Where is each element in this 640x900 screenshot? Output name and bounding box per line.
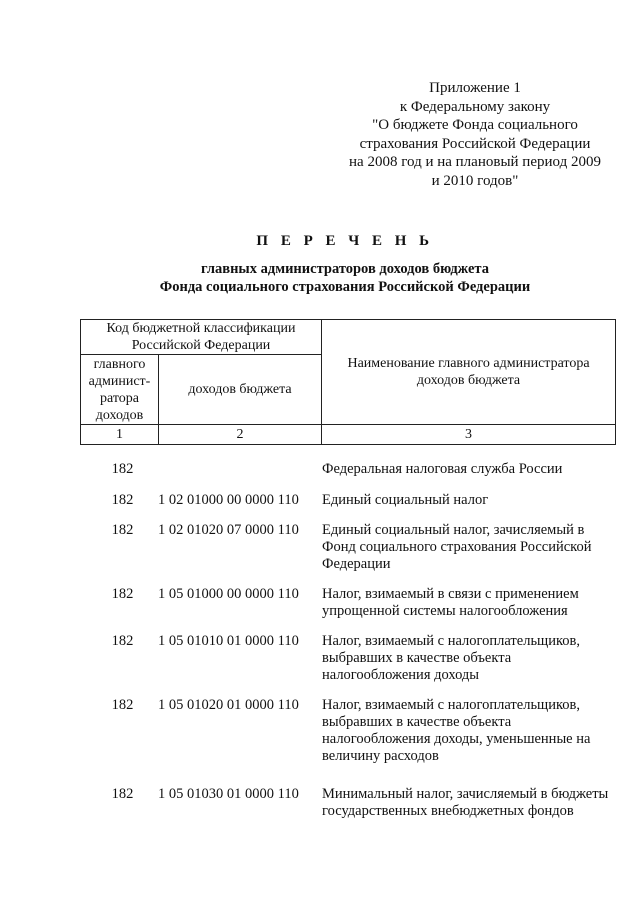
document-subtitle bbox=[0, 260, 640, 296]
subtitle-line-1: главных администраторов доходов бюджета bbox=[201, 261, 489, 277]
administrator-name: Налог, взимаемый с налогоплательщиков, выбравших в качестве объекта налогообложения доходы bbox=[322, 633, 581, 683]
admin-code: 182 bbox=[111, 492, 134, 508]
subtitle-line-2: Фонда социального страхования Российской Федерации bbox=[159, 279, 531, 295]
admin-code: 182 bbox=[111, 786, 134, 802]
administrator-name: Минимальный налог, зачисляемый в бюджеты государственных внебюджетных фондов bbox=[322, 786, 609, 819]
administrator-name: Федеральная налоговая служба России bbox=[322, 461, 563, 477]
header-group-code: Код бюджетной классификации Российской Федерации bbox=[81, 320, 322, 355]
administrator-name: Налог, взимаемый с налогоплательщиков, выбравших в качестве объекта налогообложения доходы, уменьшенные на величину расходов bbox=[322, 697, 591, 764]
income-code: 1 05 01010 01 0000 110 bbox=[158, 633, 299, 649]
appendix-heading bbox=[330, 79, 620, 190]
income-code: 1 05 01000 00 0000 110 bbox=[158, 586, 299, 602]
admin-code: 182 bbox=[111, 633, 134, 649]
administrator-name: Единый социальный налог, зачисляемый в Фонд социального страхования Российской Федерации bbox=[322, 522, 592, 572]
administrator-name: Налог, взимаемый в связи с применением упрощенной системы налогообложения bbox=[322, 586, 579, 619]
admin-code: 182 bbox=[111, 522, 134, 538]
administrator-name: Единый социальный налог bbox=[322, 492, 489, 508]
admin-code: 182 bbox=[111, 586, 134, 602]
admin-code: 182 bbox=[111, 461, 134, 477]
header-col-admin: главного админист-ратора доходов bbox=[81, 355, 159, 425]
header-num-3: 3 bbox=[322, 425, 616, 445]
income-code: 1 05 01020 01 0000 110 bbox=[158, 697, 299, 713]
header-num-1: 1 bbox=[81, 425, 159, 445]
table-header bbox=[80, 319, 616, 445]
appendix-line: Приложение 1 bbox=[429, 80, 521, 96]
header-col-income: доходов бюджета bbox=[159, 355, 322, 425]
appendix-line: страхования Российской Федерации bbox=[359, 135, 591, 152]
header-col-name: Наименование главного администратора доходов бюджета bbox=[322, 320, 616, 425]
income-code: 1 02 01020 07 0000 110 bbox=[158, 522, 299, 538]
income-code: 1 02 01000 00 0000 110 bbox=[158, 492, 299, 508]
income-code: 1 05 01030 01 0000 110 bbox=[158, 786, 299, 802]
header-num-2: 2 bbox=[159, 425, 322, 445]
admin-code: 182 bbox=[111, 697, 134, 713]
appendix-line: "О бюджете Фонда социального bbox=[372, 117, 578, 133]
appendix-line: и 2010 годов" bbox=[431, 172, 519, 189]
appendix-line: к Федеральному закону bbox=[399, 98, 551, 115]
document-title: П Е Р Е Ч Е Н Ь bbox=[256, 233, 434, 249]
appendix-line: на 2008 год и на плановый период 2009 bbox=[349, 154, 601, 170]
